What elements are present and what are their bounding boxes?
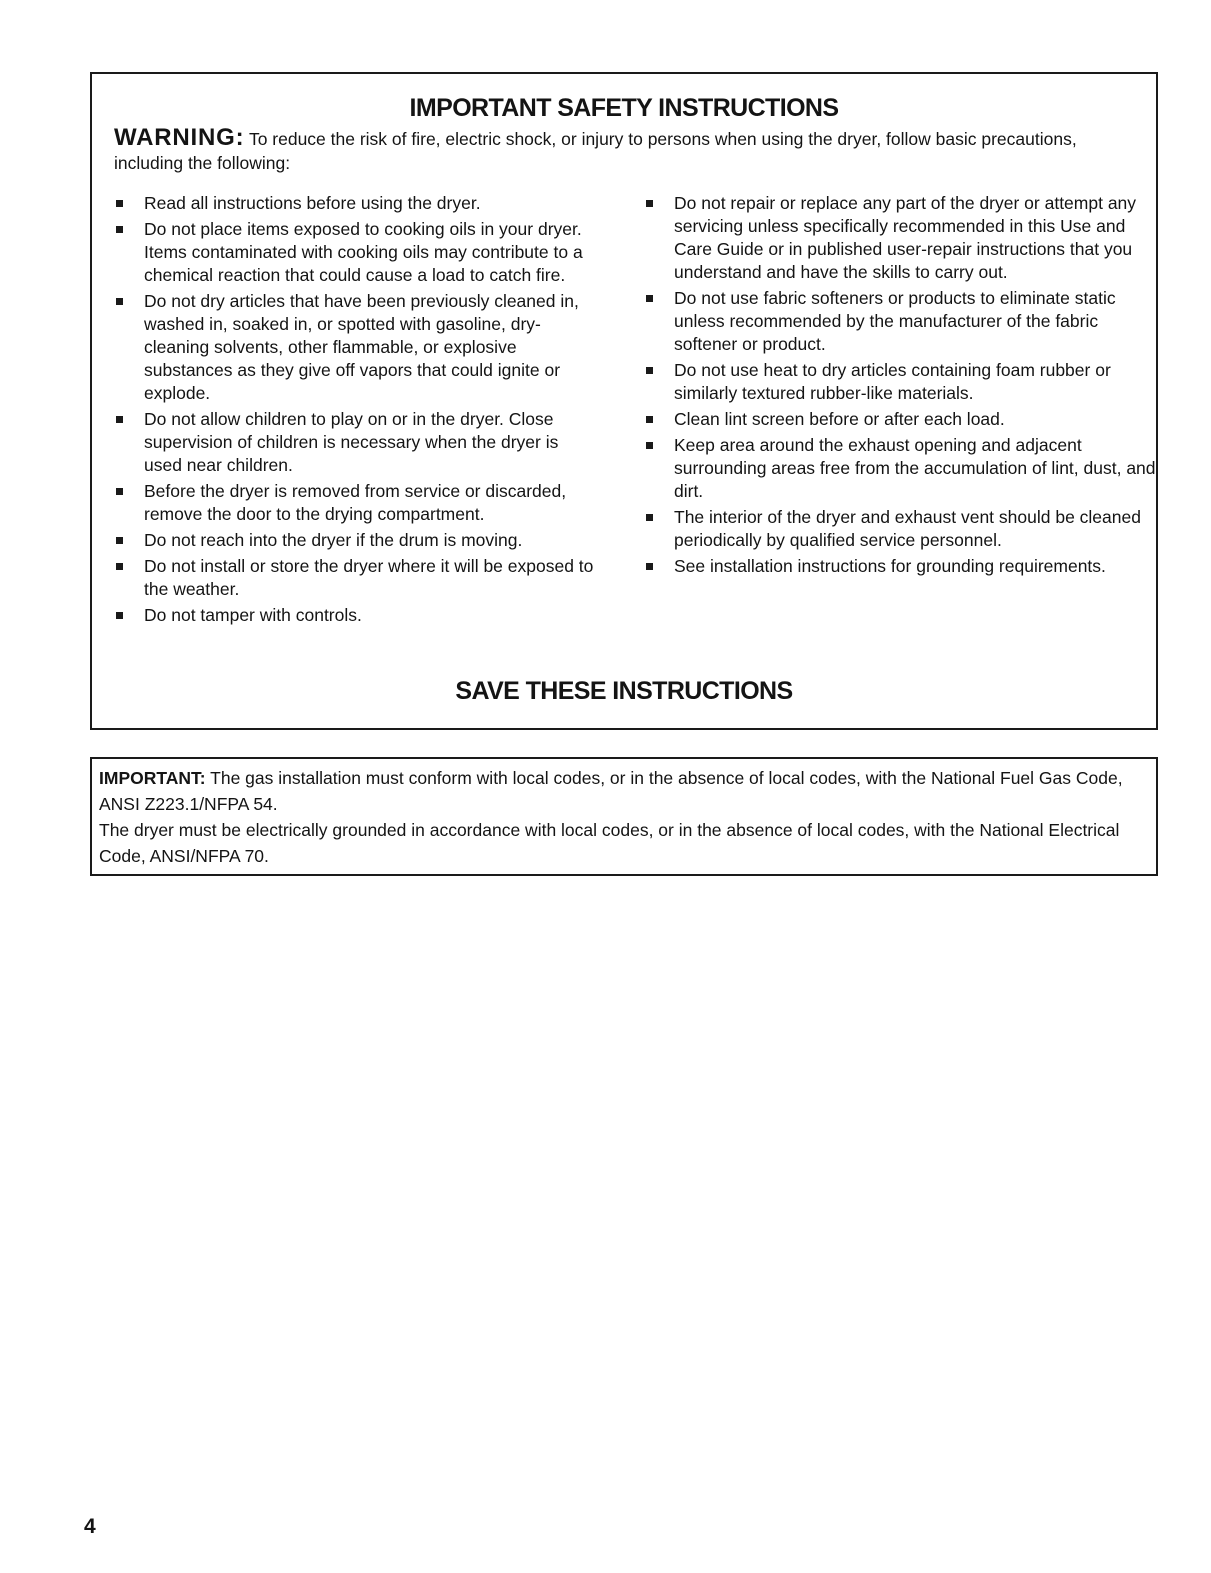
list-item: Read all instructions before using the dryer. [114,192,594,215]
save-instructions-title: SAVE THESE INSTRUCTIONS [455,677,793,705]
safety-title: IMPORTANT SAFETY INSTRUCTIONS [409,94,839,122]
square-bullet-icon [116,200,123,207]
square-bullet-icon [116,298,123,305]
list-item: Before the dryer is removed from service or discarded, remove the door to the drying compartment. [114,480,594,526]
list-item: Do not repair or replace any part of the dryer or attempt any servicing unless specifically recommended in this Use and Care Guide or in published user-repair instructions that you understand and have the skills to carry out. [644,192,1156,284]
square-bullet-icon [116,226,123,233]
left-instructions-list [114,192,594,630]
gas-installation-paragraph [99,765,1146,817]
important-notice-box [90,757,1158,876]
square-bullet-icon [116,563,123,570]
list-item: Do not dry articles that have been previously cleaned in, washed in, soaked in, or spotted with gasoline, dry-cleaning solvents, other flammable, or explosive substances as they give off vapors that could ignite or explode. [114,290,594,405]
square-bullet-icon [646,514,653,521]
square-bullet-icon [116,537,123,544]
list-item: Clean lint screen before or after each load. [644,408,1156,431]
right-instructions-list [644,192,1156,581]
list-item: Do not place items exposed to cooking oils in your dryer. Items contaminated with cooking oils may contribute to a chemical reaction that could cause a load to catch fire. [114,218,594,287]
list-item: Do not use fabric softeners or products to eliminate static unless recommended by the manufacturer of the fabric softener or product. [644,287,1156,356]
square-bullet-icon [116,416,123,423]
square-bullet-icon [646,200,653,207]
list-item: Do not install or store the dryer where it will be exposed to the weather. [114,555,594,601]
square-bullet-icon [116,612,123,619]
square-bullet-icon [116,488,123,495]
warning-paragraph [114,126,1134,175]
warning-label: WARNING: [114,124,245,151]
square-bullet-icon [646,367,653,374]
list-item: Keep area around the exhaust opening and adjacent surrounding areas free from the accumulation of lint, dust, and dirt. [644,434,1156,503]
list-item: Do not reach into the dryer if the drum is moving. [114,529,594,552]
square-bullet-icon [646,563,653,570]
important-label: IMPORTANT: [99,768,206,788]
square-bullet-icon [646,295,653,302]
electrical-grounding-text: The dryer must be electrically grounded in accordance with local codes, or in the absence of local codes, with the National Electrical Code, ANSI/NFPA 70. [99,820,1120,866]
safety-instructions-box [90,72,1158,730]
list-item: See installation instructions for grounding requirements. [644,555,1156,578]
warning-text: To reduce the risk of fire, electric shock, or injury to persons when using the dryer, follow basic precautions, including the following: [114,129,1077,173]
page-number: 4 [84,1515,96,1538]
square-bullet-icon [646,442,653,449]
list-item: Do not tamper with controls. [114,604,594,627]
list-item: The interior of the dryer and exhaust vent should be cleaned periodically by qualified service personnel. [644,506,1156,552]
square-bullet-icon [646,416,653,423]
list-item: Do not allow children to play on or in the dryer. Close supervision of children is necessary when the dryer is used near children. [114,408,594,477]
gas-installation-text: The gas installation must conform with local codes, or in the absence of local codes, with the National Fuel Gas Code, ANSI Z223.1/NFPA 54. [99,768,1123,814]
list-item: Do not use heat to dry articles containing foam rubber or similarly textured rubber-like materials. [644,359,1156,405]
